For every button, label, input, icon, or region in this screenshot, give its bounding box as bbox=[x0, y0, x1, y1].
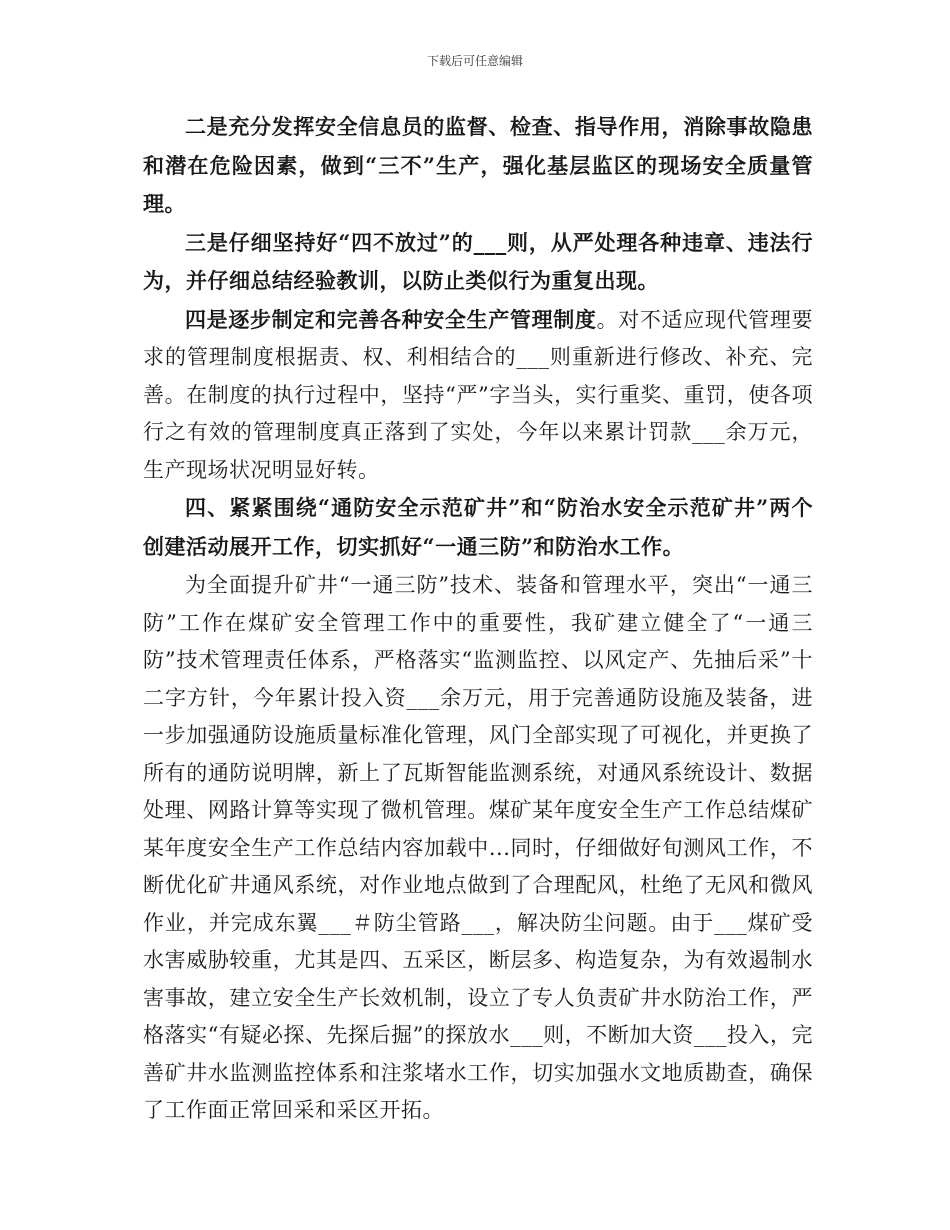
paragraph-ventilation-water bbox=[143, 566, 813, 1130]
paragraph-lead-bold: 四是逐步制定和完善各种安全生产管理制度 bbox=[185, 306, 597, 332]
paragraph-rest: 为全面提升矿井“一通三防”技术、装备和管理水平，突出“一通三防”工作在煤矿安全管理工作中的重要性，我矿建立健全了“一通三防”技术管理责任体系，严格落实“监测监控、以风定产、先抽后采”十二字方针，今年累计投入资___余万元，用于完善通防设施及装备，进一步加强通防设施质量标准化管理，风门全部实现了可视化，并更换了所有的通防说明牌，新上了瓦斯智能监测系统，对通风系统设计、数据处理、网路计算等实现了微机管理。煤矿某年度安全生产工作总结煤矿某年度安全生产工作总结内容加载中...同时，仔细做好旬测风工作，不断优化矿井通风系统，对作业地点做到了合理配风，杜绝了无风和微风作业，并完成东翼___＃防尘管路___，解决防尘问题。由于___煤矿受水害威胁较重，尤其是四、五采区，断层多、构造复杂，为有效遏制水害事故，建立安全生产长效机制，设立了专人负责矿井水防治工作，严格落实“有疑必探、先探后掘”的探放水___则，不断加大资___投入，完善矿井水监测监控体系和注浆堵水工作，切实加强水文地质勘查，确保了工作面正常回采和采区开拓。 bbox=[143, 573, 813, 1122]
paragraph-lead-bold: 三是仔细坚持好“四不放过”的___则，从严处理各种违章、违法行为，并仔细总结经验教训，以防止类似行为重复出现。 bbox=[143, 229, 813, 293]
section-heading-four bbox=[143, 489, 813, 566]
document-body bbox=[143, 108, 813, 1130]
paragraph-lead-bold: 二是充分发挥安全信息员的监督、检查、指导作用，消除事故隐患和潜在危险因素，做到“三不”生产，强化基层监区的现场安全质量管理。 bbox=[143, 114, 813, 216]
page-header-note: 下载后可任意编辑 bbox=[426, 54, 523, 68]
paragraph-safety-officers bbox=[143, 108, 813, 224]
section-heading-bold: 四、紧紧围绕“通防安全示范矿井”和“防治水安全示范矿井”两个创建活动展开工作，切实抓好“一通三防”和防治水工作。 bbox=[143, 495, 813, 559]
paragraph-management-system bbox=[143, 301, 813, 490]
paragraph-four-not-let-go bbox=[143, 224, 813, 301]
paragraph-rest: 。对不适应现代管理要求的管理制度根据责、权、利相结合的___则重新进行修改、补充、完善。在制度的执行过程中，坚持“严”字当头，实行重奖、重罚，使各项行之有效的管理制度真正落到了实处，今年以来累计罚款___余万元，生产现场状况明显好转。 bbox=[143, 307, 814, 482]
